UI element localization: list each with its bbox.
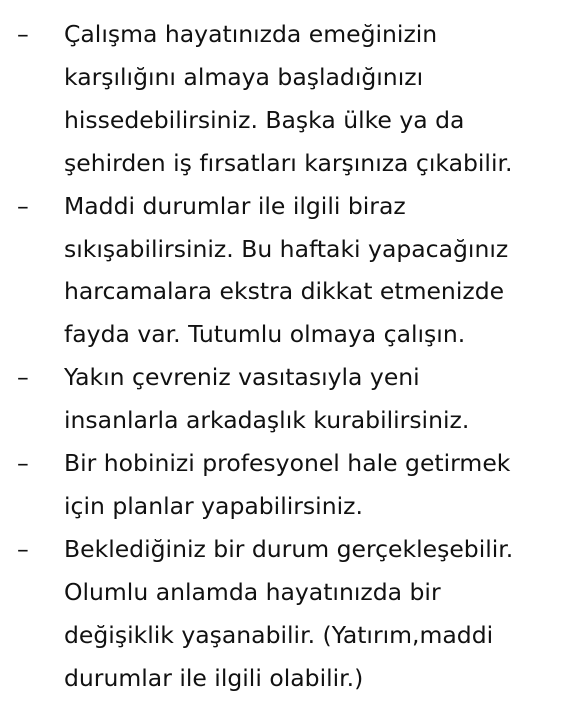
text-line: Çalışma hayatınızda emeğinizin bbox=[64, 20, 438, 48]
text-line: hissedebilirsiniz. Başka ülke ya da bbox=[64, 105, 465, 134]
dash-bullet: – bbox=[17, 363, 29, 392]
text-line: Beklediğiniz bir durum gerçekleşebilir. bbox=[64, 534, 514, 563]
text-line: karşılığını almaya başladığınızı bbox=[64, 62, 424, 91]
text-line: sıkışabilirsiniz. Bu haftaki yapacağınız bbox=[64, 234, 509, 263]
list-item bbox=[0, 356, 588, 442]
text-line: Olumlu anlamda hayatınızda bir bbox=[64, 577, 441, 606]
list-item bbox=[0, 528, 588, 700]
text-line: insanlarla arkadaşlık kurabilirsiniz. bbox=[64, 406, 470, 435]
list-item bbox=[0, 442, 588, 528]
dash-bullet: – bbox=[17, 191, 29, 220]
text-line: Maddi durumlar ile ilgili biraz bbox=[64, 191, 406, 220]
text-line: değişiklik yaşanabilir. (Yatırım,maddi bbox=[64, 620, 494, 649]
text-line: fayda var. Tutumlu olmaya çalışın. bbox=[64, 320, 466, 349]
horoscope-list bbox=[0, 13, 588, 700]
text-line: Bir hobinizi profesyonel hale getirmek bbox=[64, 449, 511, 478]
text-line: için planlar yapabilirsiniz. bbox=[64, 491, 363, 520]
dash-bullet: – bbox=[17, 534, 29, 563]
list-item bbox=[0, 13, 588, 185]
dash-bullet: – bbox=[17, 449, 29, 478]
dash-bullet: – bbox=[17, 20, 29, 48]
text-line: şehirden iş fırsatları karşınıza çıkabilir. bbox=[64, 148, 513, 177]
text-line: harcamalara ekstra dikkat etmenizde bbox=[64, 277, 505, 306]
list-item bbox=[0, 185, 588, 357]
text-line: durumlar ile ilgili olabilir.) bbox=[64, 663, 364, 692]
text-line: Yakın çevreniz vasıtasıyla yeni bbox=[64, 363, 420, 392]
